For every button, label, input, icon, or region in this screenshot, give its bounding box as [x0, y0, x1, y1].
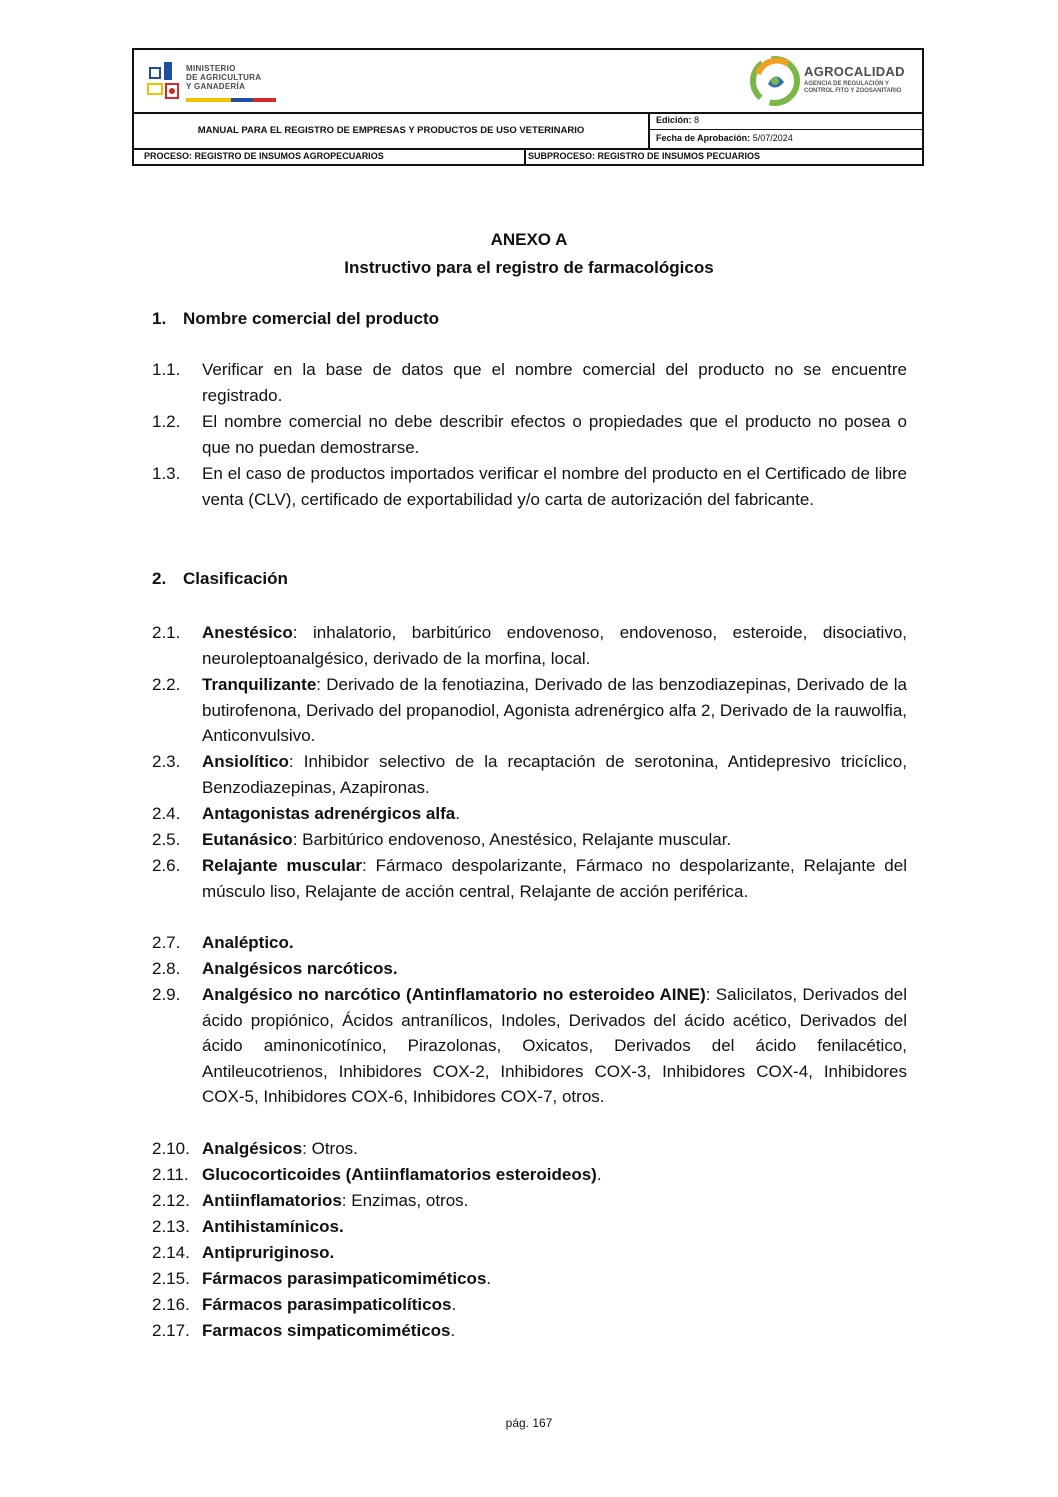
- item-number: 2.11.: [152, 1165, 189, 1184]
- item-text: [202, 749, 907, 800]
- list-item: [152, 956, 907, 982]
- list-item: [152, 1292, 907, 1318]
- item-term: Ansiolítico: [202, 752, 289, 771]
- section-2-heading: [152, 569, 288, 589]
- item-description: : Enzimas, otros.: [341, 1191, 469, 1210]
- list-item: [152, 357, 907, 408]
- item-text: [202, 1292, 907, 1318]
- item-term: Antagonistas adrenérgicos alfa: [202, 804, 456, 823]
- header-process-row: [134, 148, 922, 164]
- item-description: .: [455, 804, 460, 823]
- item-term: Antipruriginoso.: [202, 1243, 335, 1262]
- item-number: 2.6.: [152, 856, 181, 875]
- item-term: Fármacos parasimpaticomiméticos: [202, 1269, 487, 1288]
- list-item: [152, 1266, 907, 1292]
- item-text: [202, 1240, 907, 1266]
- item-term: Antihistamínicos.: [202, 1217, 344, 1236]
- list-item: [152, 982, 907, 1110]
- agency-subtitle: AGENCIA DE REGULACIÓN Y CONTROL FITO Y ZOOSANITARIO: [804, 81, 902, 94]
- item-term: Farmacos simpaticomiméticos: [202, 1321, 451, 1340]
- section-title: Clasificación: [183, 569, 288, 588]
- ministry-logo: [146, 58, 286, 104]
- list-item: [152, 1318, 907, 1344]
- section-number: 1.: [152, 309, 167, 328]
- section-title: Nombre comercial del producto: [183, 309, 439, 328]
- item-description: : Inhibidor selectivo de la recaptación de serotonina, Antidepresivo tricíclico, Benzodiazepinas, Azapironas.: [202, 752, 907, 797]
- item-number: 2.16.: [152, 1295, 190, 1314]
- item-number: 1.3.: [152, 464, 181, 483]
- list-item: [152, 749, 907, 800]
- item-term: Fármacos parasimpaticolíticos: [202, 1295, 452, 1314]
- list-item: [152, 1188, 907, 1214]
- approval-date-value: 5/07/2024: [752, 133, 793, 143]
- section-1-heading: [152, 309, 439, 329]
- flag-stripe-icon: [186, 98, 276, 102]
- item-term: Analéptico.: [202, 933, 294, 952]
- item-text: [202, 801, 907, 827]
- edition-label: Edición:: [656, 115, 692, 125]
- list-item: [152, 853, 907, 904]
- agrocalidad-logo: [748, 54, 918, 108]
- item-text: [202, 1136, 907, 1162]
- item-description: : inhalatorio, barbitúrico endovenoso, endovenoso, esteroide, disociativo, neuroleptoanalgésico, derivado de la morfina, local.: [202, 623, 907, 668]
- item-description: : Otros.: [302, 1139, 358, 1158]
- section-number: 2.: [152, 569, 167, 588]
- ministry-emblem-icon: [146, 58, 186, 104]
- item-term: Eutanásico: [202, 830, 293, 849]
- item-term: Analgésicos: [202, 1139, 303, 1158]
- ministry-logo-text: MINISTERIO DE AGRICULTURA Y GANADERÍA: [186, 64, 262, 91]
- agency-name: AGROCALIDAD: [804, 64, 905, 79]
- annex-subtitle: Instructivo para el registro de farmacológicos: [344, 258, 714, 277]
- list-item: [152, 930, 907, 956]
- list-item: [152, 620, 907, 671]
- item-description: : Salicilatos, Derivados del ácido propiónico, Ácidos antranílicos, Indoles, Derivados del ácido acético, Derivados del ácido aminonicotínico, Pirazolonas, Oxicatos, Derivados del ácido fenilacético, Antileucotrienos, Inhibidores COX-2, Inhibidores COX-3, Inhibidores COX-4, Inhibidores COX-5, Inhibidores COX-6, Inhibidores COX-7, otros.: [202, 985, 907, 1106]
- list-item: [152, 409, 907, 460]
- item-text: [202, 853, 907, 904]
- list-item: [152, 1214, 907, 1240]
- item-number: 1.2.: [152, 412, 181, 431]
- list-item: [152, 1240, 907, 1266]
- item-text: [202, 1162, 907, 1188]
- header-logos-row: [134, 50, 922, 114]
- manual-title: MANUAL PARA EL REGISTRO DE EMPRESAS Y PRODUCTOS DE USO VETERINARIO: [134, 112, 650, 148]
- page-number: pág. 167: [505, 1416, 553, 1430]
- item-term: Anestésico: [202, 623, 293, 642]
- list-item: [152, 461, 907, 512]
- list-item: [152, 1136, 907, 1162]
- item-number: 2.14.: [152, 1243, 190, 1262]
- item-text: Verificar en la base de datos que el nombre comercial del producto no se encuentre registrado.: [202, 360, 907, 405]
- item-number: 2.5.: [152, 830, 181, 849]
- item-text: En el caso de productos importados verificar el nombre del producto en el Certificado de libre venta (CLV), certificado de exportabilidad y/o carta de autorización del fabricante.: [202, 464, 907, 509]
- subprocess-cell: SUBPROCESO: REGISTRO DE INSUMOS PECUARIOS: [528, 151, 761, 161]
- document-header: [132, 48, 924, 166]
- item-description: .: [596, 1165, 602, 1184]
- item-number: 2.4.: [152, 804, 181, 823]
- item-number: 1.1.: [152, 360, 181, 379]
- item-text: [202, 620, 907, 671]
- approval-date-cell: [650, 130, 922, 148]
- list-item: [152, 1162, 907, 1188]
- item-number: 2.15.: [152, 1269, 190, 1288]
- item-term: Analgésico no narcótico (Antinflamatorio no esteroideo AINE): [202, 985, 706, 1004]
- edition-value: 8: [694, 115, 700, 125]
- item-number: 2.7.: [152, 933, 181, 952]
- item-number: 2.8.: [152, 959, 181, 978]
- item-number: 2.2.: [152, 675, 181, 694]
- edition-cell: [650, 112, 922, 130]
- item-description: .: [450, 1321, 456, 1340]
- item-number: 2.12.: [152, 1191, 190, 1210]
- item-term: Tranquilizante: [202, 675, 317, 694]
- item-number: 2.17.: [152, 1321, 190, 1340]
- annex-title: ANEXO A: [490, 230, 568, 249]
- agrocalidad-emblem-icon: [748, 54, 802, 108]
- item-term: Relajante muscular: [202, 856, 363, 875]
- item-text: [202, 1318, 907, 1344]
- item-term: Glucocorticoides (Antiinflamatorios esteroideos): [202, 1165, 597, 1184]
- item-number: 2.9.: [152, 985, 181, 1004]
- item-description: : Barbitúrico endovenoso, Anestésico, Relajante muscular.: [292, 830, 732, 849]
- item-description: .: [486, 1269, 492, 1288]
- item-term: Analgésicos narcóticos.: [202, 959, 398, 978]
- item-number: 2.1.: [152, 623, 181, 642]
- item-term: Antiinflamatorios: [202, 1191, 342, 1210]
- list-item: [152, 801, 907, 827]
- list-item: [152, 672, 907, 749]
- list-item: [152, 827, 907, 853]
- item-text: [202, 827, 907, 853]
- item-text: [202, 930, 907, 956]
- item-description: .: [451, 1295, 457, 1314]
- item-description: : Derivado de la fenotiazina, Derivado de las benzodiazepinas, Derivado de la butirofenona, Derivado del propanodiol, Agonista adrenérgico alfa 2, Derivado de la rauwolfia, Anticonvulsivo.: [202, 675, 908, 745]
- item-number: 2.10.: [152, 1139, 190, 1158]
- item-text: El nombre comercial no debe describir efectos o propiedades que el producto no posea o que no puedan demostrarse.: [202, 412, 907, 457]
- item-number: 2.13.: [152, 1217, 190, 1236]
- item-text: [202, 672, 907, 749]
- item-text: [202, 1214, 907, 1240]
- item-text: [202, 1188, 907, 1214]
- item-description: : Fármaco despolarizante, Fármaco no despolarizante, Relajante del músculo liso, Relajante de acción central, Relajante de acción periférica.: [202, 856, 907, 901]
- header-title-row: [134, 112, 922, 150]
- item-text: [202, 956, 907, 982]
- item-number: 2.3.: [152, 752, 181, 771]
- process-cell: PROCESO: REGISTRO DE INSUMOS AGROPECUARIOS: [134, 148, 526, 164]
- item-text: [202, 1266, 907, 1292]
- item-text: [202, 982, 907, 1110]
- approval-date-label: Fecha de Aprobación:: [656, 133, 751, 143]
